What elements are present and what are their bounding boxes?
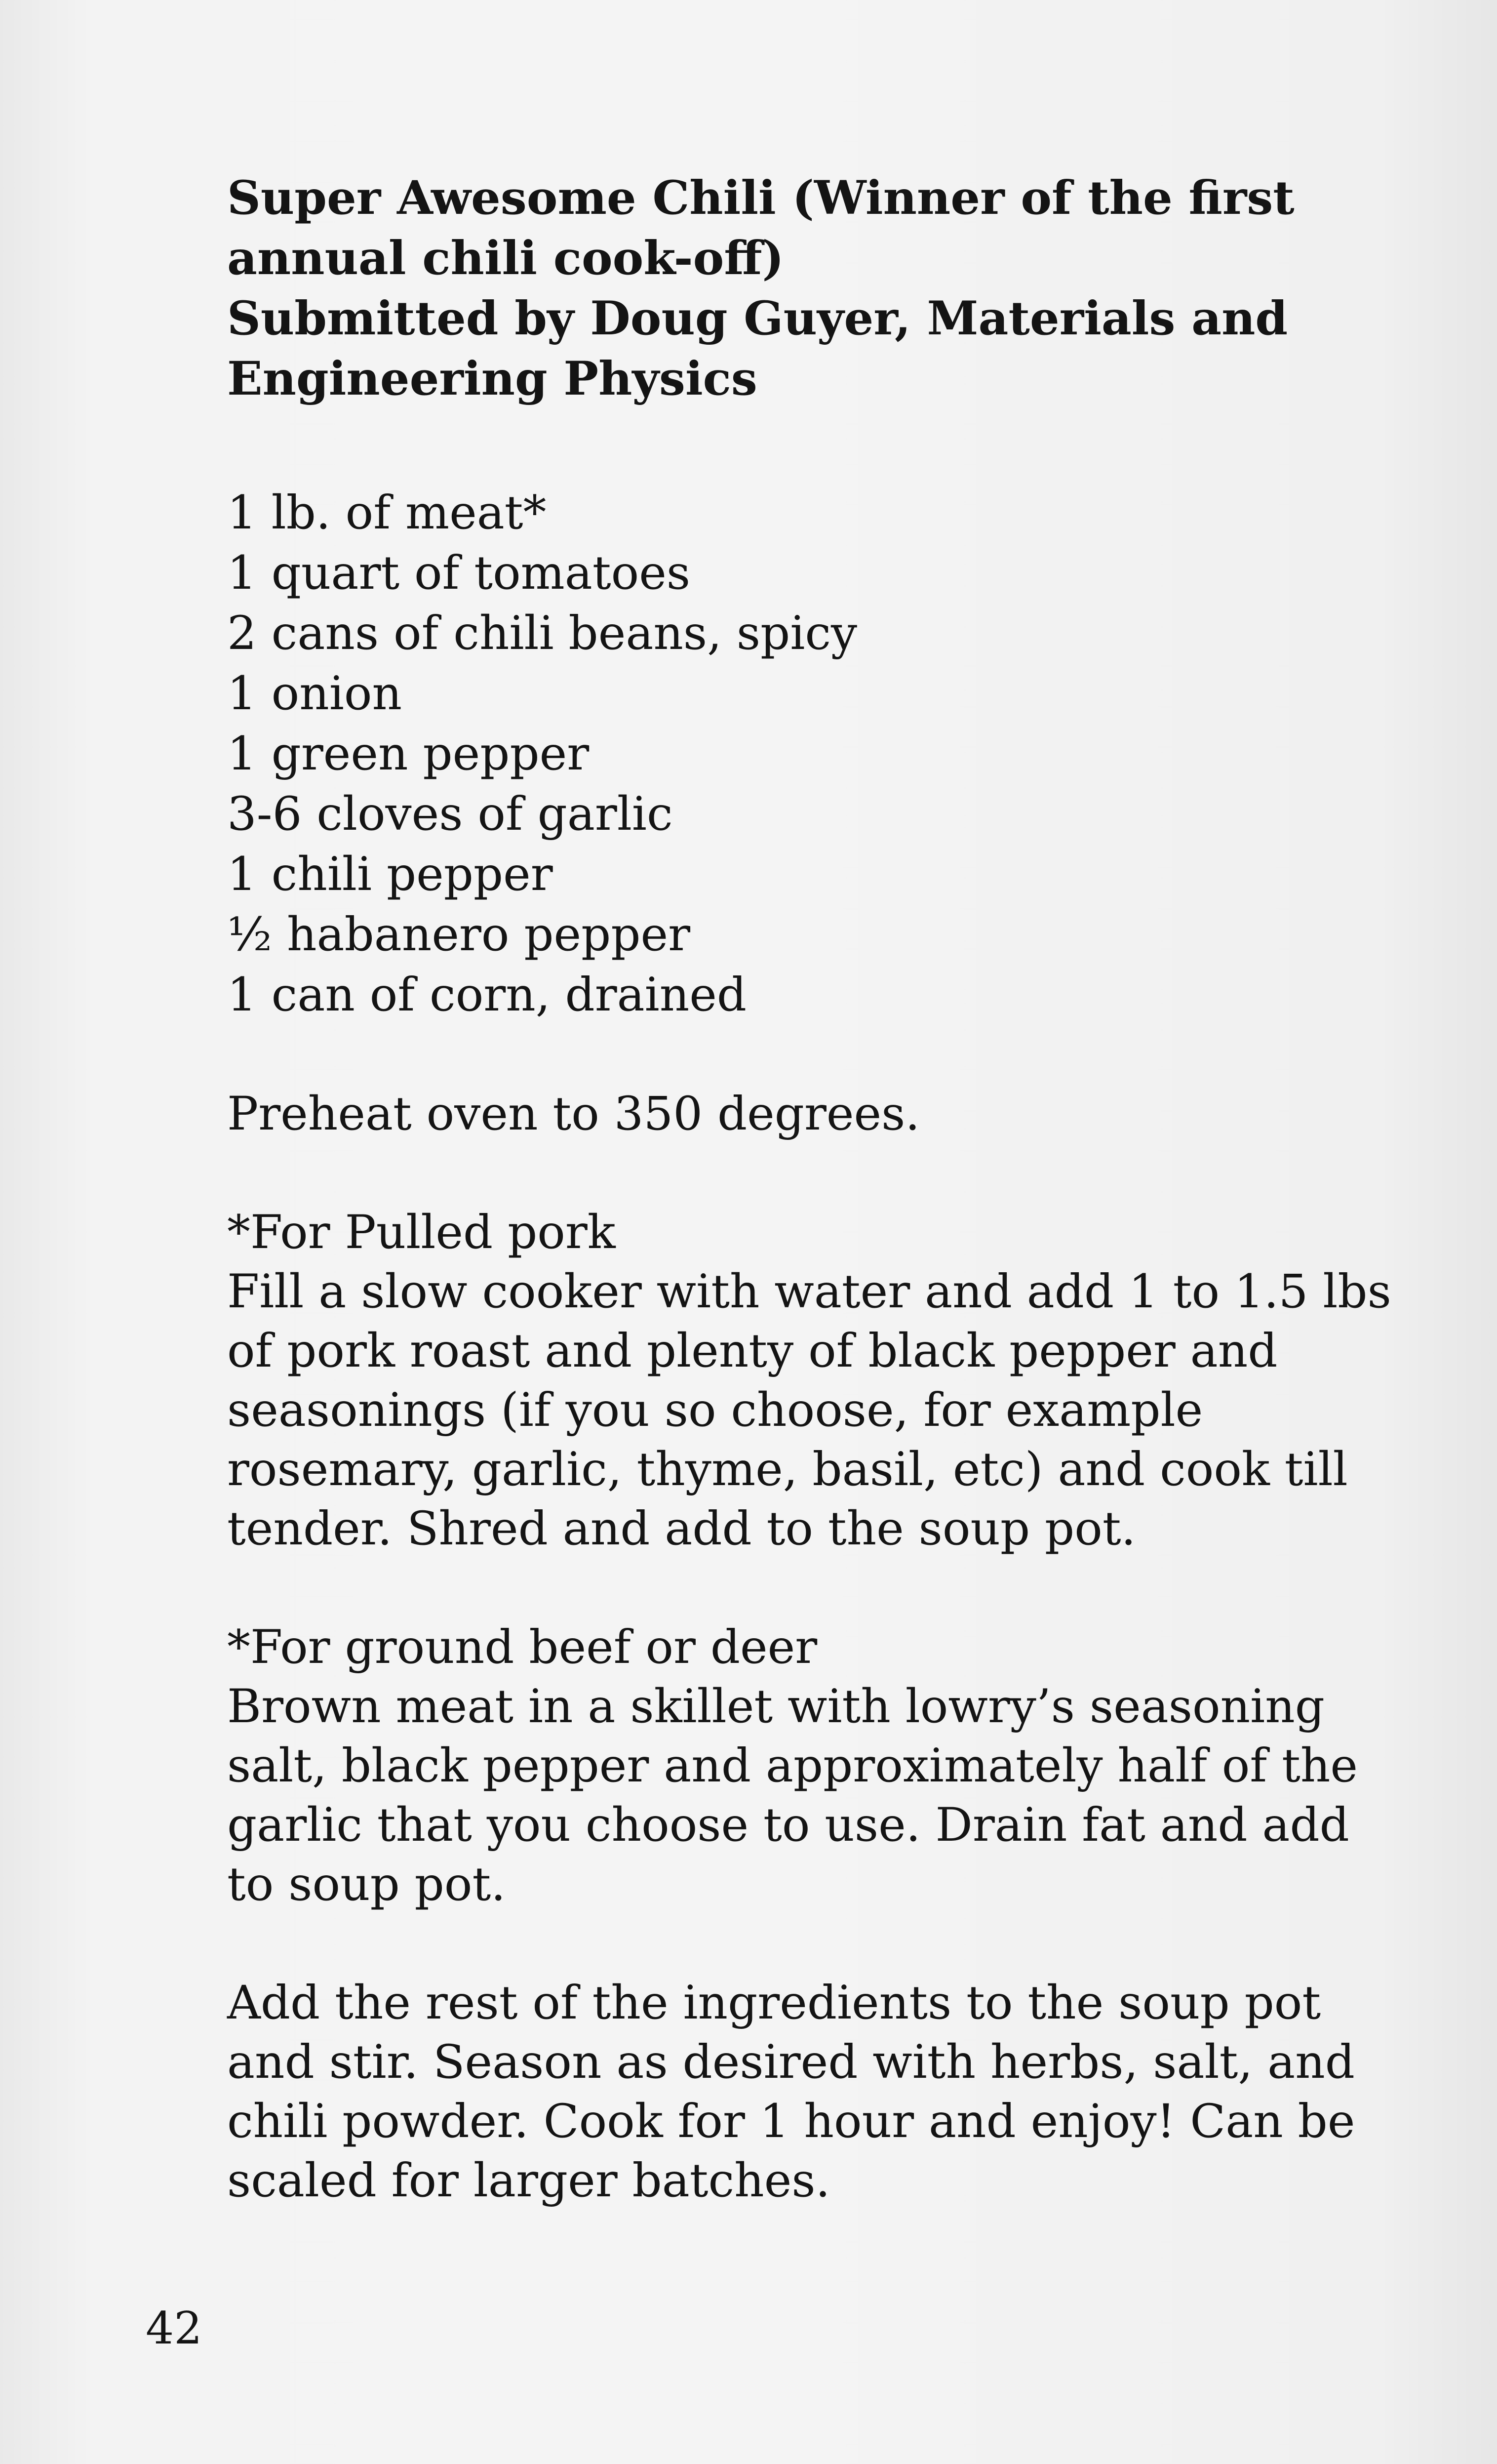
final-instructions	[227, 1974, 1378, 2211]
ingredient-item: 1 green pepper	[227, 727, 590, 781]
recipe	[227, 168, 1391, 2211]
instruction-line: scaled for larger batches.	[227, 2154, 830, 2208]
page-number: 42	[146, 2302, 202, 2354]
instruction-line: tender. Shred and add to the soup pot.	[227, 1502, 1136, 1556]
instruction-line: garlic that you choose to use. Drain fat and add	[227, 1798, 1349, 1852]
ingredient-item: 2 cans of chili beans, spicy	[227, 606, 858, 660]
instruction-line: Brown meat in a skillet with lowry’s seasoning	[227, 1680, 1325, 1734]
ingredient-item: 1 lb. of meat*	[227, 486, 547, 540]
ingredient-list	[227, 483, 1378, 1025]
instruction-line: seasonings (if you so choose, for example	[227, 1383, 1203, 1437]
instruction-line: of pork roast and plenty of black pepper and	[227, 1324, 1278, 1378]
preheat-instruction: Preheat oven to 350 degrees.	[227, 1087, 920, 1141]
instruction-line: rosemary, garlic, thyme, basil, etc) and cook till	[227, 1443, 1348, 1496]
ingredient-item: 1 can of corn, drained	[227, 968, 747, 1022]
instruction-line: salt, black pepper and approximately half of the	[227, 1739, 1358, 1793]
ingredient-item: 1 quart of tomatoes	[227, 546, 691, 600]
section-heading: *For ground beef or deer	[227, 1620, 818, 1674]
instruction-line: to soup pot.	[227, 1858, 506, 1911]
section-heading: *For Pulled pork	[227, 1206, 616, 1259]
instruction-line: Fill a slow cooker with water and add 1 to 1.5 lbs	[227, 1265, 1391, 1319]
ingredient-item: 3-6 cloves of garlic	[227, 787, 673, 841]
ground-beef-section	[227, 1618, 1378, 1914]
instruction-line: and stir. Season as desired with herbs, salt, and	[227, 2035, 1355, 2089]
submitter-line: Engineering Physics	[227, 352, 757, 406]
title-line: annual chili cook-off)	[227, 231, 784, 285]
pulled-pork-section	[227, 1203, 1391, 1559]
submitter-line: Submitted by Doug Guyer, Materials and	[227, 291, 1288, 346]
ingredient-item: 1 onion	[227, 667, 402, 721]
title-line: Super Awesome Chili (Winner of the first	[227, 171, 1295, 225]
ingredient-item: ½ habanero pepper	[227, 908, 691, 962]
instruction-line: chili powder. Cook for 1 hour and enjoy! Can be	[227, 2095, 1355, 2148]
recipe-title	[227, 168, 1378, 409]
instruction-line: Add the rest of the ingredients to the soup pot	[227, 1976, 1321, 2030]
ingredient-item: 1 chili pepper	[227, 848, 553, 901]
